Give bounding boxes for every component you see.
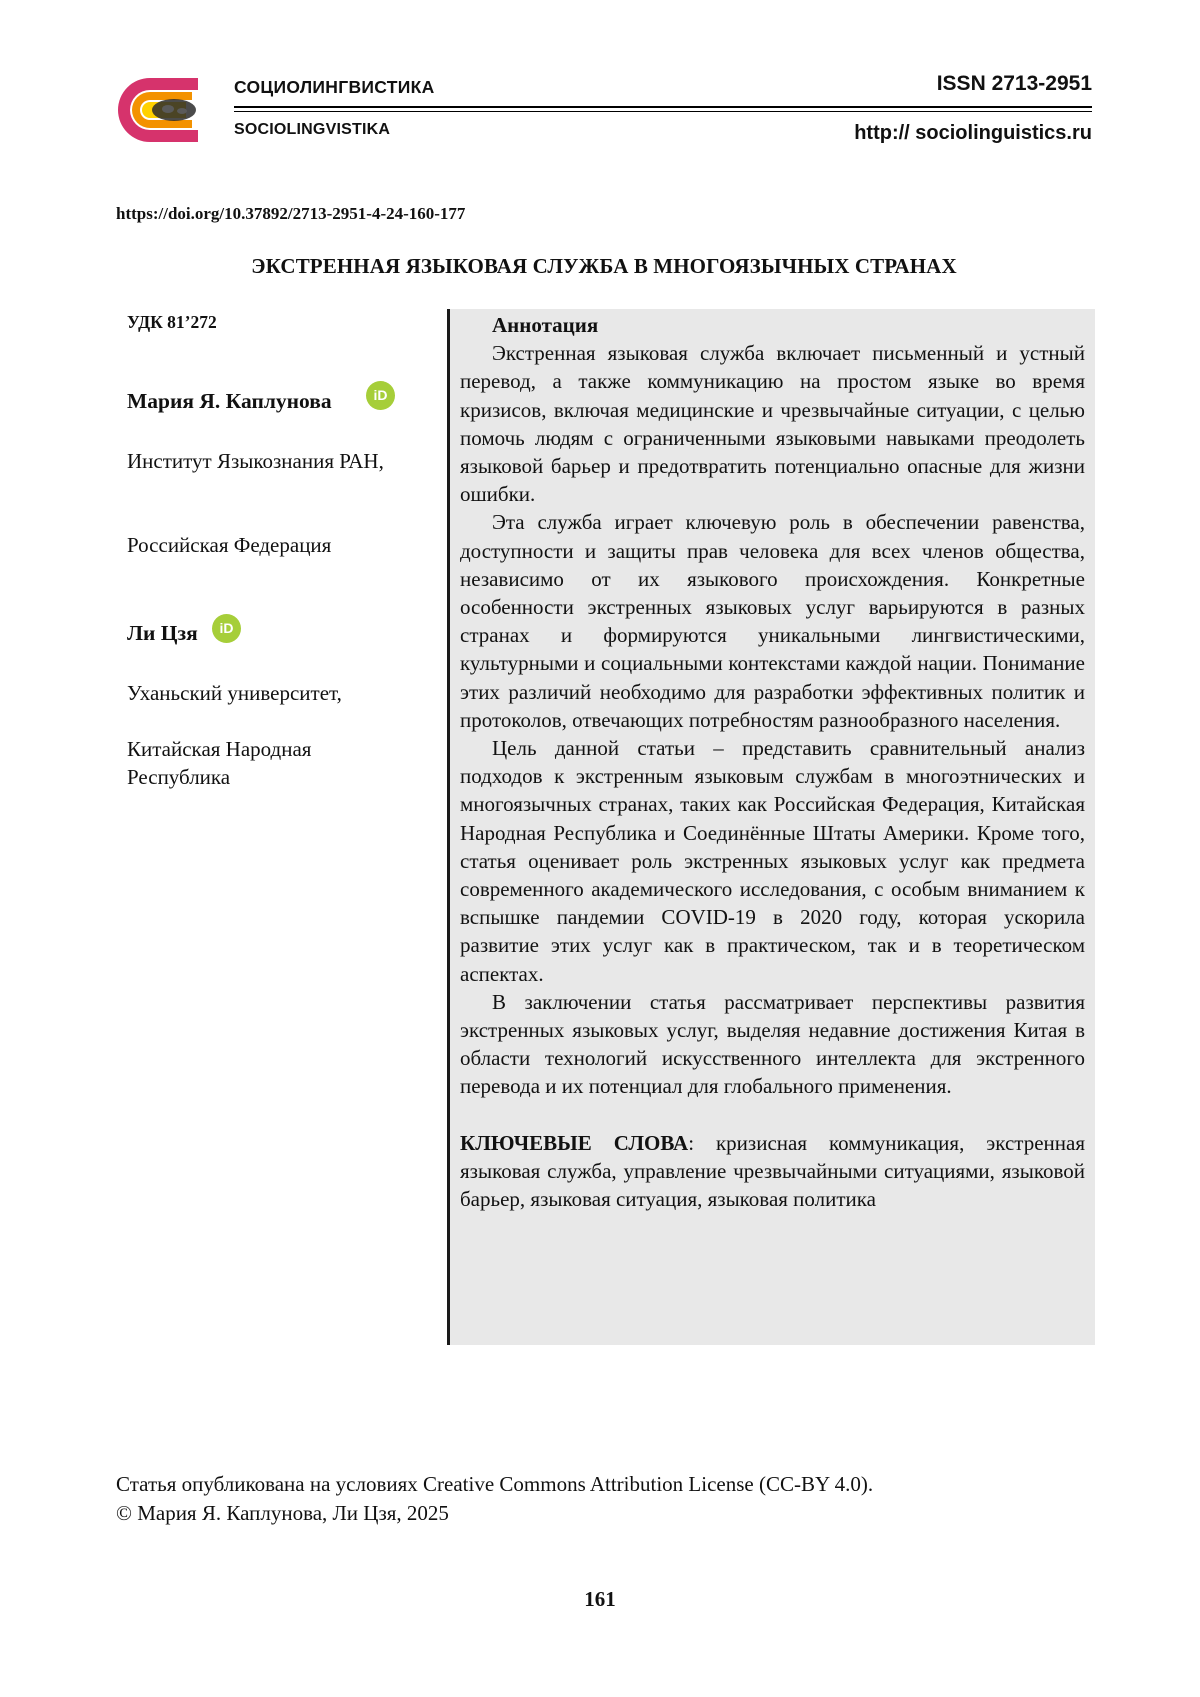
article-title: ЭКСТРЕННАЯ ЯЗЫКОВАЯ СЛУЖБА В МНОГОЯЗЫЧНЫХ СТРАНАХ <box>251 254 957 278</box>
page-number: 161 <box>584 1587 616 1611</box>
author-institution: Уханьский университет, <box>127 681 342 705</box>
abstract-paragraph: Экстренная языковая служба включает письменный и устный перевод, а также коммуникацию на простом языке во время кризисов, включая медицинские и чрезвычайные ситуации, с целью помочь людям с ограниченными языковыми навыками преодолеть языковой барьер и предотвратить потенциально опасные для жизни ошибки. <box>460 341 1085 507</box>
journal-title-ru: СОЦИОЛИНГВИСТИКА <box>234 77 435 97</box>
abstract <box>460 311 1085 1213</box>
orcid-icon[interactable]: iD <box>366 381 395 410</box>
udc-code: УДК 81’272 <box>127 312 217 332</box>
journal-website-link[interactable]: http:// sociolinguistics.ru <box>854 122 1092 144</box>
header-divider-thin <box>234 111 1092 112</box>
orcid-icon[interactable]: iD <box>212 614 241 643</box>
author-country: Российская Федерация <box>127 533 332 557</box>
abstract-paragraph: Цель данной статьи – представить сравнительный анализ подходов к экстренным языковым службам в многоэтнических и многоязычных странах, таких как Российская Федерация, Китайская Народная Республика и Соединённые Штаты Америки. Кроме того, статья оценивает роль экстренных языковых услуг как предмета современного академического исследования, с особым вниманием к вспышке пандемии COVID-19 в 2020 году, которая ускорила развитие этих услуг как в практическом, так и в теоретическом аспектах. <box>460 736 1085 986</box>
keywords <box>460 1129 1085 1214</box>
doi-link[interactable]: https://doi.org/10.37892/2713-2951-4-24-160-177 <box>116 204 466 223</box>
author-institution: Институт Языкознания РАН, <box>127 449 384 473</box>
journal-logo <box>112 72 212 148</box>
issn: ISSN 2713-2951 <box>936 72 1092 95</box>
abstract-border <box>447 309 450 1345</box>
author-name: Ли Цзя <box>127 621 198 645</box>
copyright-text: © Мария Я. Каплунова, Ли Цзя, 2025 <box>116 1501 449 1525</box>
keywords-list: : кризисная коммуникация, экстренная языковая служба, управление чрезвычайными ситуациями, языковой барьер, языковая ситуация, языковая политика <box>460 1130 1085 1212</box>
journal-title-en: SOCIOLINGVISTIKA <box>234 121 391 138</box>
license-notice <box>116 1470 873 1528</box>
header-divider <box>234 106 1092 108</box>
keywords-label: КЛЮЧЕВЫЕ СЛОВА <box>460 1130 689 1155</box>
license-text: Статья опубликована на условиях Creative Commons Attribution License (CC-BY 4.0). <box>116 1472 874 1496</box>
author-name: Мария Я. Каплунова <box>127 389 332 413</box>
abstract-paragraph: Эта служба играет ключевую роль в обеспечении равенства, доступности и защиты прав человека для всех членов общества, независимо от их языкового происхождения. Конкретные особенности экстренных языковых услуг варьируются в разных странах и формируются уникальными лингвистическими, культурными и социальными контекстами каждой нации. Понимание этих различий необходимо для разработки эффективных политик и протоколов, отвечающих потребностям разнообразного населения. <box>460 510 1085 732</box>
author-country: Китайская Народная Республика <box>127 737 312 789</box>
abstract-paragraph: В заключении статья рассматривает перспективы развития экстренных языковых услуг, выделяя недавние достижения Китая в области технологий искусственного интеллекта для экстренного перевода и их потенциал для глобального применения. <box>460 989 1085 1099</box>
abstract-heading: Аннотация <box>492 313 599 337</box>
